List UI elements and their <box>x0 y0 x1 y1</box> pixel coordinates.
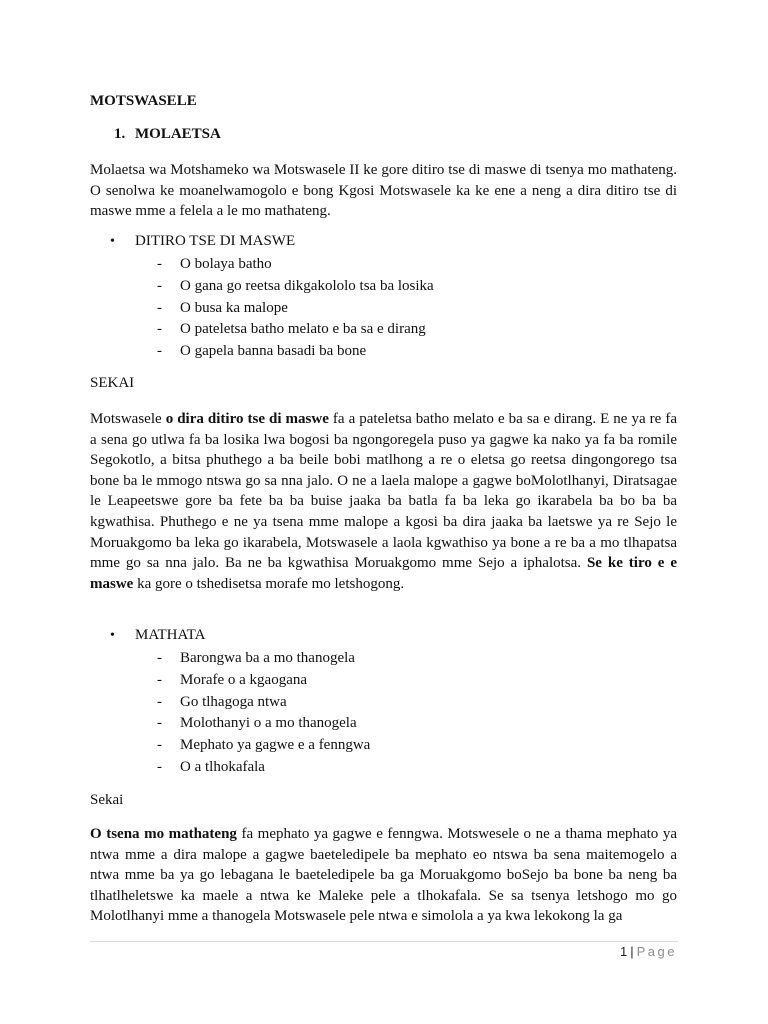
intro-paragraph: Molaetsa wa Motshameko wa Motswasele II ke gore ditiro tse di maswe di tsenya mo mathateng. O senolwa ke moanelwamogolo e bong Kgosi Motswasele ka ke ene a neng a dira ditiro tse di maswe mme a felela a le mo mathateng. <box>90 162 677 220</box>
list-item-text: O gapela banna basadi ba bone <box>180 343 367 360</box>
page-number: 1 <box>620 944 628 959</box>
list-item-text: Go tlhagoga ntwa <box>180 693 287 710</box>
list-item-text: Barongwa ba a mo thanogela <box>180 650 355 666</box>
dash-icon: - <box>157 758 162 775</box>
bullet-heading-ditiro <box>110 233 295 250</box>
dash-icon: - <box>157 321 162 338</box>
list-item <box>157 319 434 341</box>
document-page <box>90 0 677 1024</box>
section-heading <box>114 126 221 143</box>
example-paragraph <box>90 824 677 927</box>
footer-separator: | <box>630 944 634 959</box>
dash-icon: - <box>157 715 162 732</box>
list-item-text: Mephato ya gagwe e a fenngwa <box>180 737 371 754</box>
list-item <box>157 670 370 692</box>
ditiro-list <box>157 254 434 363</box>
dash-icon: - <box>157 737 162 754</box>
document-title: MOTSWASELE <box>90 93 197 109</box>
list-item <box>157 298 434 320</box>
example-label: SEKAI <box>90 375 135 391</box>
dash-icon: - <box>157 671 162 688</box>
dash-icon: - <box>157 299 162 316</box>
list-item-text: O gana go reetsa dikgakololo tsa ba losika <box>180 277 434 294</box>
bullet-icon: • <box>110 628 115 643</box>
list-item <box>157 713 370 735</box>
page-footer <box>620 944 677 959</box>
dash-icon: - <box>157 277 162 294</box>
footer-divider <box>90 941 678 942</box>
list-item-text: O pateletsa batho melato e ba sa e dirang <box>180 321 426 338</box>
list-item-text: O a tlhokafala <box>180 758 265 775</box>
bullet-heading-label: DITIRO TSE DI MASWE <box>135 233 296 249</box>
list-item-text: O busa ka malope <box>180 299 288 316</box>
list-item <box>157 692 370 714</box>
bullet-heading-mathata <box>110 627 205 644</box>
dash-icon: - <box>157 256 162 272</box>
example-paragraph <box>90 409 677 594</box>
text-run: ka gore o tshedisetsa morafe mo letshogong. <box>133 575 405 592</box>
bullet-icon: • <box>110 234 115 249</box>
list-item-text: Molothanyi o a mo thanogela <box>180 715 357 732</box>
dash-icon: - <box>157 693 162 710</box>
section-number: 1. <box>114 126 126 142</box>
dash-icon: - <box>157 650 162 666</box>
dash-icon: - <box>157 343 162 360</box>
example-label: Sekai <box>90 792 124 808</box>
bold-run: O tsena mo mathateng <box>90 826 237 842</box>
page-label: Page <box>636 944 677 959</box>
list-item <box>157 254 434 276</box>
text-run: fa mephato ya gagwe e fenngwa. Motswesele o ne a thama mephato ya ntwa mme a dira malope a gagwe baeteledipele ba mephato eo ntswa ba sena maitemogelo a ntwa mme ba ya go lebagana le baeteledipele ba ga Moruakgomo boSejo ba bone ba neng ba tlhatlheletswe ka maele a ntwa ke Maleke pele a tlhokafala. Se sa tsenya letshogo mo go Molotlhanyi mme a thanogela Motswasele pele ntwa e simolola a ya kwa lekokong la ga <box>90 826 677 925</box>
bold-run: Se ke tiro e e maswe <box>90 555 677 592</box>
list-item-text: Morafe o a kgaogana <box>180 671 308 688</box>
mathata-list <box>157 648 370 779</box>
text-run: fa a pateletsa batho melato e ba sa e dirang. E ne ya re fa a sena go utlwa fa ba losika lwa bogosi ba ngongoregela puso ya gagwe ka nako ya fa ba romile Segokotlo, a bitsa phuthego a ba beile bobi matlhong a re o eletsa go reetsa dingongorego tsa bone ba le mmogo ntswa go sa nna jalo. O ne a laela malope a gagwe boMolotlhanyi, Diratsagae le Leapeetswe gore ba fete ba ba buise jaaka ba batla fa ba leka go ikarabela ba bo ba ba kgwathisa. Phuthego e ne ya tsena mme malope a kgosi ba dira jaaka ba laetswe ya re Sejo le Moruakgomo ba leka go ikarabela, Motswasele a laola kgwathiso ya bone a re ba a mo tlhapatsa mme go sa nna jalo. Ba ne ba kgwathisa Moruakgomo mme Sejo a iphalotsa. <box>90 411 678 572</box>
list-item <box>157 735 370 757</box>
bullet-heading-label: MATHATA <box>135 627 206 643</box>
list-item <box>157 648 370 670</box>
section-title: MOLAETSA <box>135 126 221 142</box>
list-item <box>157 757 370 779</box>
bold-run: o dira ditiro tse di maswe <box>165 411 329 427</box>
text-run: Motswasele <box>90 411 166 427</box>
list-item-text: O bolaya batho <box>180 256 272 272</box>
list-item <box>157 276 434 298</box>
list-item <box>157 341 434 363</box>
